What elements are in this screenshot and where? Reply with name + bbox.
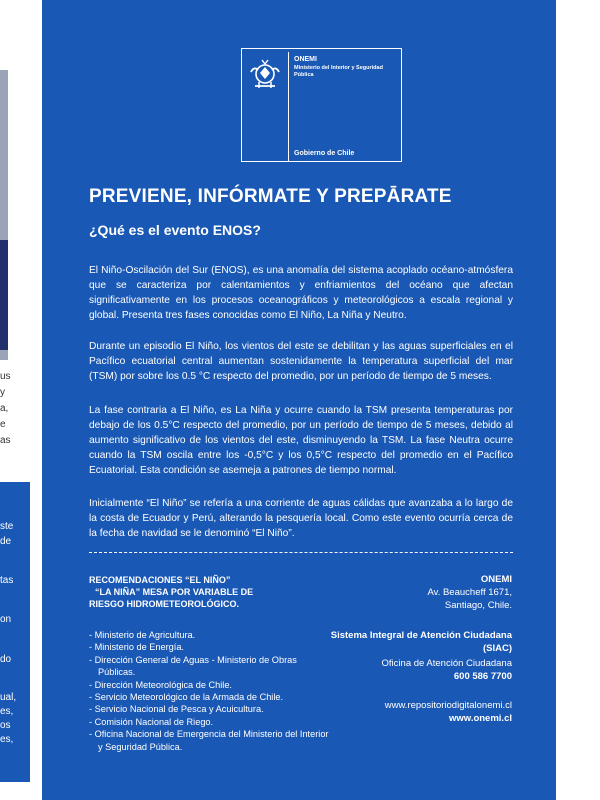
list-item: - Ministerio de Energía. (89, 642, 184, 653)
adjacent-page-strip (0, 0, 42, 800)
adjacent-text-fragment: e (0, 419, 6, 430)
paragraph-el-nino: Durante un episodio El Niño, los vientos del este se debilitan y las aguas superficiales en el Pacífico ecuatorial central aumentan sostenidamente la temperatura superficial del mar (TSM) por sobre los 0.5 °C respecto del promedio, por un período de tiempo de 5 meses. (89, 341, 513, 382)
list-item: - Oficina Nacional de Emergencia del Ministerio del Interior y Seguridad Pública. (89, 729, 329, 752)
paragraph-enos-definition: El Niño-Oscilación del Sur (ENOS), es una anomalía del sistema acoplado océano-atmósfera que se caracteriza por calentamientos y enfriamientos del océano que afectan significativamente en los procesos oceanográficos y meteorológicos a escala regional y global. Presenta tres fases conocidas como El Niño, La Niña y Neutro. (89, 265, 513, 321)
logo-org-name: ONEMI (294, 56, 317, 63)
adjacent-text-fragment: a, (0, 403, 9, 414)
adjacent-text-fragment: us (0, 371, 11, 382)
adjacent-text-fragment: ual, (0, 692, 17, 703)
adjacent-text-fragment: on (0, 614, 12, 625)
adjacent-text-fragment: do (0, 654, 12, 665)
recommendations-title-line: RECOMENDACIONES “EL NIÑO” (89, 575, 231, 585)
info-panel (42, 0, 556, 800)
list-item: - Dirección Meteorológica de Chile. (89, 679, 232, 690)
logo-government: Gobierno de Chile (294, 150, 355, 157)
subheadline: ¿Qué es el evento ENOS? (89, 222, 261, 238)
recommendations-title-line: “LA NIÑA” MESA POR VARIABLE DE (95, 587, 254, 597)
adjacent-text-fragment: tas (0, 575, 14, 586)
list-item: - Servicio Nacional de Pesca y Acuicultura. (89, 704, 264, 715)
website-link[interactable]: www.onemi.cl (449, 713, 512, 724)
adjacent-image-edge-dark (0, 240, 8, 350)
list-item: - Dirección General de Aguas - Ministerio de Obras Públicas. (89, 654, 297, 678)
logo-divider (288, 52, 289, 162)
contact-office: Oficina de Atención Ciudadana (381, 658, 512, 669)
adjacent-text-fragment: de (0, 536, 12, 547)
dashed-divider (89, 552, 513, 553)
recommendations-list (89, 629, 329, 753)
adjacent-text-fragment: es, (0, 734, 14, 745)
contact-org-name: ONEMI (480, 574, 512, 585)
recommendations-title-line: RIESGO HIDROMETEOROLÓGICO. (89, 599, 240, 609)
recommendations-title (89, 574, 319, 610)
repository-link[interactable]: www.repositoriodigitalonemi.cl (384, 700, 512, 711)
adjacent-text-fragment: as (0, 435, 11, 446)
adjacent-text-fragment: es, (0, 706, 14, 717)
list-item: - Ministerio de Agricultura. (89, 630, 196, 640)
contact-phone: 600 586 7700 (453, 671, 512, 682)
contact-address-line: Av. Beaucheff 1671, (427, 587, 512, 598)
paragraph-la-nina: La fase contraria a El Niño, es La Niña y ocurre cuando la TSM presenta temperaturas por debajo de los 0.5°C respecto del promedio, por un período de tiempo de 5 meses, debido al aumento significativo de los vientos del este, disminuyendo la TSM. La fase Neutra ocurre cuando la TSM oscila entre los -0,5°C y los 0,5°C respecto del promedio en el Pacífico Ecuatorial. Esta condición se asemeja a patrones de tiempo normal. (89, 405, 513, 476)
coat-of-arms-icon (247, 58, 283, 94)
contact-siac-title: Sistema Integral de Atención Ciudadana (SIAC) (330, 630, 512, 654)
contact-address-line: Santiago, Chile. (444, 600, 512, 611)
list-item: - Servicio Meteorológico de la Armada de Chile. (89, 692, 284, 703)
paragraph-history: Inicialmente “El Niño” se refería a una corriente de aguas cálidas que avanzaba a lo largo de la costa de Ecuador y Perú, alterando la pesquería local. Como este evento ocurría cerca de la fecha de navidad se le denominó “El Niño”. (89, 498, 513, 539)
adjacent-text-fragment: y (0, 387, 5, 398)
adjacent-text-fragment: ste (0, 521, 14, 532)
adjacent-text-fragment: os (0, 720, 11, 731)
headline: PREVIENE, INFÓRMATE Y PREPĀRATE (89, 186, 452, 207)
logo-ministry-name: Ministerio del Interior y Seguridad Pública (294, 65, 383, 78)
list-item: - Comisión Nacional de Riego. (89, 716, 214, 727)
